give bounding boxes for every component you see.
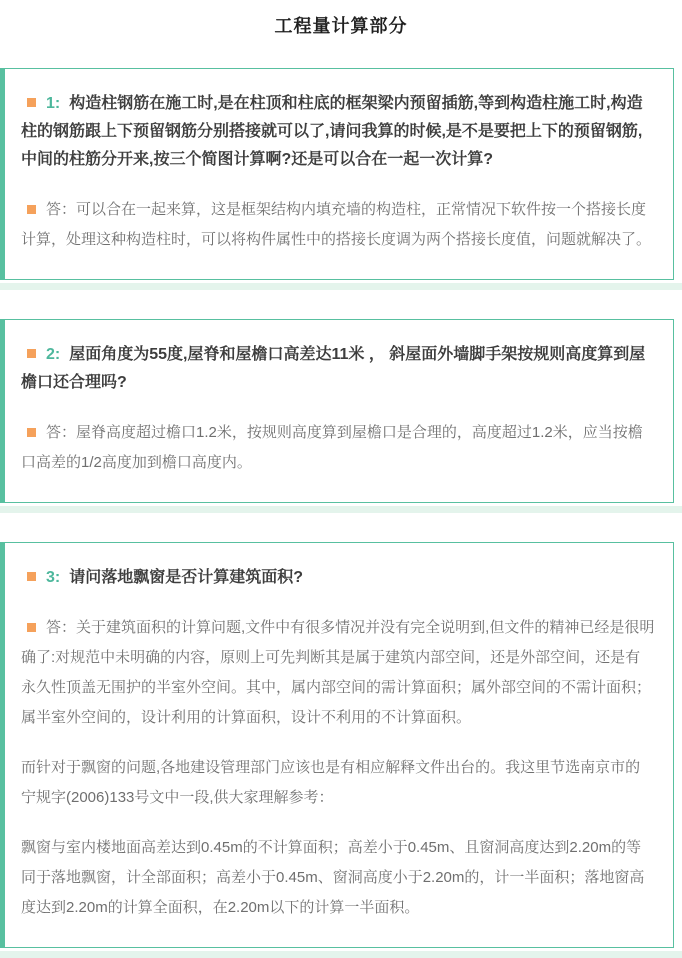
orange-square-bullet-icon <box>27 349 36 358</box>
answer-3-paragraph-1 <box>21 613 655 733</box>
card-shadow-strip <box>0 283 682 290</box>
orange-square-bullet-icon <box>27 428 36 437</box>
answer-text: 答：屋脊高度超过檐口1.2米，按规则高度算到屋檐口是合理的，高度超过1.2米，应当按檐口高差的1/2高度加到檐口高度内。 <box>21 424 643 471</box>
answer-1 <box>21 195 655 255</box>
card-shadow-strip <box>0 506 682 513</box>
answer-2 <box>21 418 655 478</box>
orange-square-bullet-icon <box>27 205 36 214</box>
answer-3-paragraph-2: 而针对于飘窗的问题,各地建设管理部门应该也是有相应解释文件出台的。我这里节选南京市的宁规字(2006)133号文中一段,供大家理解参考： <box>21 759 641 806</box>
question-number: 3: <box>46 569 61 586</box>
question-2 <box>21 341 655 397</box>
question-text: 屋面角度为55度,屋脊和屋檐口高差达11米 ， 斜屋面外墙脚手架按规则高度算到屋檐口还合理吗? <box>21 346 646 391</box>
question-text: 请问落地飘窗是否计算建筑面积? <box>69 569 304 586</box>
qa-card-1 <box>0 68 674 280</box>
question-text: 构造柱钢筋在施工时,是在柱顶和柱底的框架梁内预留插筋,等到构造柱施工时,构造柱的钢筋跟上下预留钢筋分别搭接就可以了,请问我算的时候,是不是要把上下的预留钢筋,中间的柱筋分开来,按三个简图计算啊?还是可以合在一起一次计算? <box>21 95 643 168</box>
answer-3-paragraph-3: 飘窗与室内楼地面高差达到0.45m的不计算面积；高差小于0.45m、且窗洞高度达到2.20m的等同于落地飘窗，计全部面积；高差小于0.45m、窗洞高度小于2.20m的，计一半面积；落地窗高度达到2.20m的计算全面积，在2.20m以下的计算一半面积。 <box>21 839 645 916</box>
qa-card-list <box>0 68 682 958</box>
orange-square-bullet-icon <box>27 98 36 107</box>
qa-card-2 <box>0 319 674 503</box>
qa-card-3 <box>0 542 674 948</box>
orange-square-bullet-icon <box>27 623 36 632</box>
question-3 <box>21 564 655 592</box>
question-1 <box>21 90 655 174</box>
question-number: 2: <box>46 346 61 363</box>
card-shadow-strip <box>0 951 682 958</box>
answer-text: 答：可以合在一起来算，这是框架结构内填充墙的构造柱，正常情况下软件按一个搭接长度计算，处理这种构造柱时，可以将构件属性中的搭接长度调为两个搭接长度值，问题就解决了。 <box>21 201 652 248</box>
answer-text: 答：关于建筑面积的计算问题,文件中有很多情况并没有完全说明到,但文件的精神已经是很明确了:对规范中未明确的内容，原则上可先判断其是属于建筑内部空间，还是外部空间，还是有永久性顶盖无围护的半室外空间。其中，属内部空间的需计算面积；属外部空间的不需计面积；属半室外空间的，设计利用的计算面积，设计不利用的不计算面积。 <box>21 619 655 726</box>
orange-square-bullet-icon <box>27 572 36 581</box>
page-title: 工程量计算部分 <box>274 16 408 36</box>
question-number: 1: <box>46 95 61 112</box>
